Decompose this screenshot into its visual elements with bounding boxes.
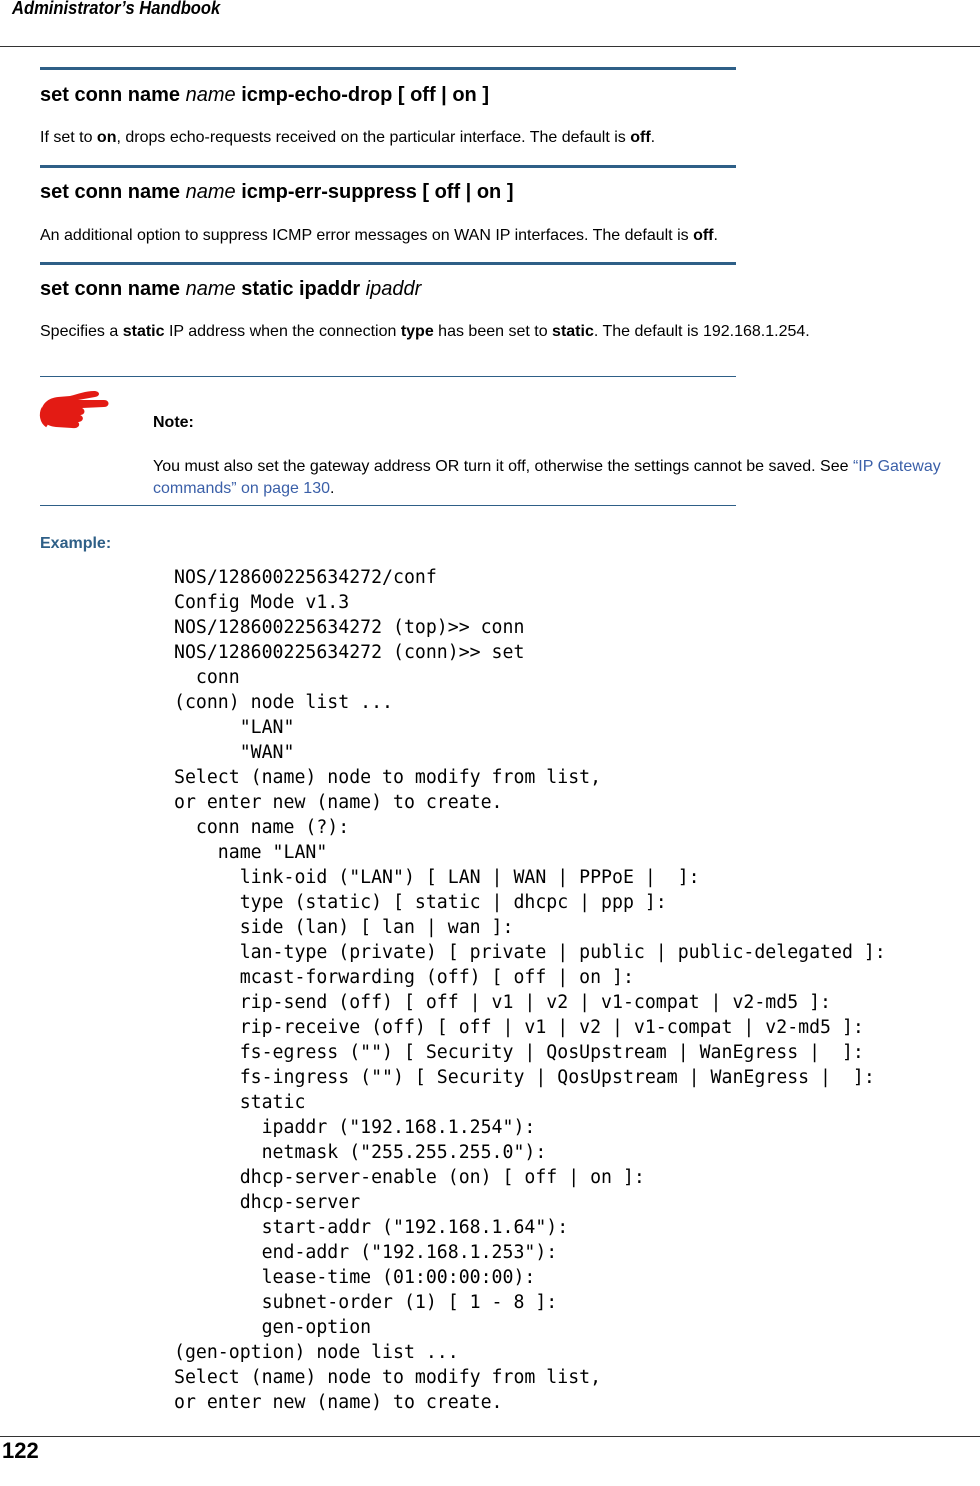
code-line: netmask ("255.255.255.0"): <box>174 1142 547 1163</box>
code-line: Select (name) node to modify from list, <box>174 1367 602 1388</box>
footer-divider <box>0 1436 980 1437</box>
code-line: Config Mode v1.3 <box>174 592 350 613</box>
code-line: conn <box>174 667 240 688</box>
pointing-hand-icon <box>38 386 112 430</box>
code-line: "WAN" <box>174 742 295 763</box>
section-description: An additional option to suppress ICMP error messages on WAN IP interfaces. The default is off. <box>40 227 718 244</box>
code-line: end-addr ("192.168.1.253"): <box>174 1242 558 1263</box>
note-top-rule <box>40 376 736 377</box>
code-line: static <box>174 1092 306 1113</box>
header-divider <box>0 46 980 47</box>
running-header-title: Administrator’s Handbook <box>12 0 221 18</box>
example-code-block <box>174 565 886 1415</box>
note-text: You must also set the gateway address OR turn it off, otherwise the settings cannot be saved. See “IP Gateway commands” on page 130. <box>153 458 941 497</box>
code-line: lease-time (01:00:00:00): <box>174 1267 536 1288</box>
code-line: conn name (?): <box>174 817 350 838</box>
code-line: lan-type (private) [ private | public | public-delegated ]: <box>174 942 886 963</box>
section-rule <box>40 67 736 70</box>
code-line: start-addr ("192.168.1.64"): <box>174 1217 569 1238</box>
section-rule <box>40 165 736 168</box>
code-line: rip-receive (off) [ off | v1 | v2 | v1-compat | v2-md5 ]: <box>174 1017 864 1038</box>
code-line: name "LAN" <box>174 842 328 863</box>
code-line: type (static) [ static | dhcpc | ppp ]: <box>174 892 667 913</box>
code-line: fs-egress ("") [ Security | QosUpstream | WanEgress | ]: <box>174 1042 864 1063</box>
code-line: or enter new (name) to create. <box>174 792 503 813</box>
section-heading-static-ipaddr: set conn name name static ipaddr ipaddr <box>40 278 422 300</box>
code-line: dhcp-server <box>174 1192 361 1213</box>
code-line: (conn) node list ... <box>174 692 393 713</box>
section-description: If set to on, drops echo-requests received on the particular interface. The default is off. <box>40 129 656 146</box>
code-line: rip-send (off) [ off | v1 | v2 | v1-compat | v2-md5 ]: <box>174 992 831 1013</box>
note-label: Note: <box>153 414 194 431</box>
example-label: Example: <box>40 535 112 552</box>
code-line: Select (name) node to modify from list, <box>174 767 602 788</box>
ip-gateway-cross-reference-link[interactable]: “IP Gateway commands” on page 130 <box>153 458 941 497</box>
code-line: gen-option <box>174 1317 372 1338</box>
section-rule <box>40 262 736 265</box>
code-line: ipaddr ("192.168.1.254"): <box>174 1117 536 1138</box>
section-heading-icmp-echo-drop: set conn name name icmp-echo-drop [ off | on ] <box>40 84 489 106</box>
code-line: NOS/128600225634272/conf <box>174 567 437 588</box>
code-line: (gen-option) node list ... <box>174 1342 459 1363</box>
section-description: Specifies a static IP address when the connection type has been set to static. The default is 192.168.1.254. <box>40 323 810 340</box>
page-number: 122 <box>2 1438 39 1463</box>
code-line: or enter new (name) to create. <box>174 1392 503 1413</box>
code-line: subnet-order (1) [ 1 - 8 ]: <box>174 1292 558 1313</box>
note-bottom-rule <box>40 505 736 506</box>
code-line: link-oid ("LAN") [ LAN | WAN | PPPoE | ]: <box>174 867 700 888</box>
code-line: NOS/128600225634272 (conn)>> set <box>174 642 525 663</box>
code-line: NOS/128600225634272 (top)>> conn <box>174 617 525 638</box>
code-line: "LAN" <box>174 717 295 738</box>
code-line: fs-ingress ("") [ Security | QosUpstream | WanEgress | ]: <box>174 1067 875 1088</box>
code-line: mcast-forwarding (off) [ off | on ]: <box>174 967 634 988</box>
section-heading-icmp-err-suppress: set conn name name icmp-err-suppress [ off | on ] <box>40 181 514 203</box>
code-line: side (lan) [ lan | wan ]: <box>174 917 514 938</box>
code-line: dhcp-server-enable (on) [ off | on ]: <box>174 1167 645 1188</box>
